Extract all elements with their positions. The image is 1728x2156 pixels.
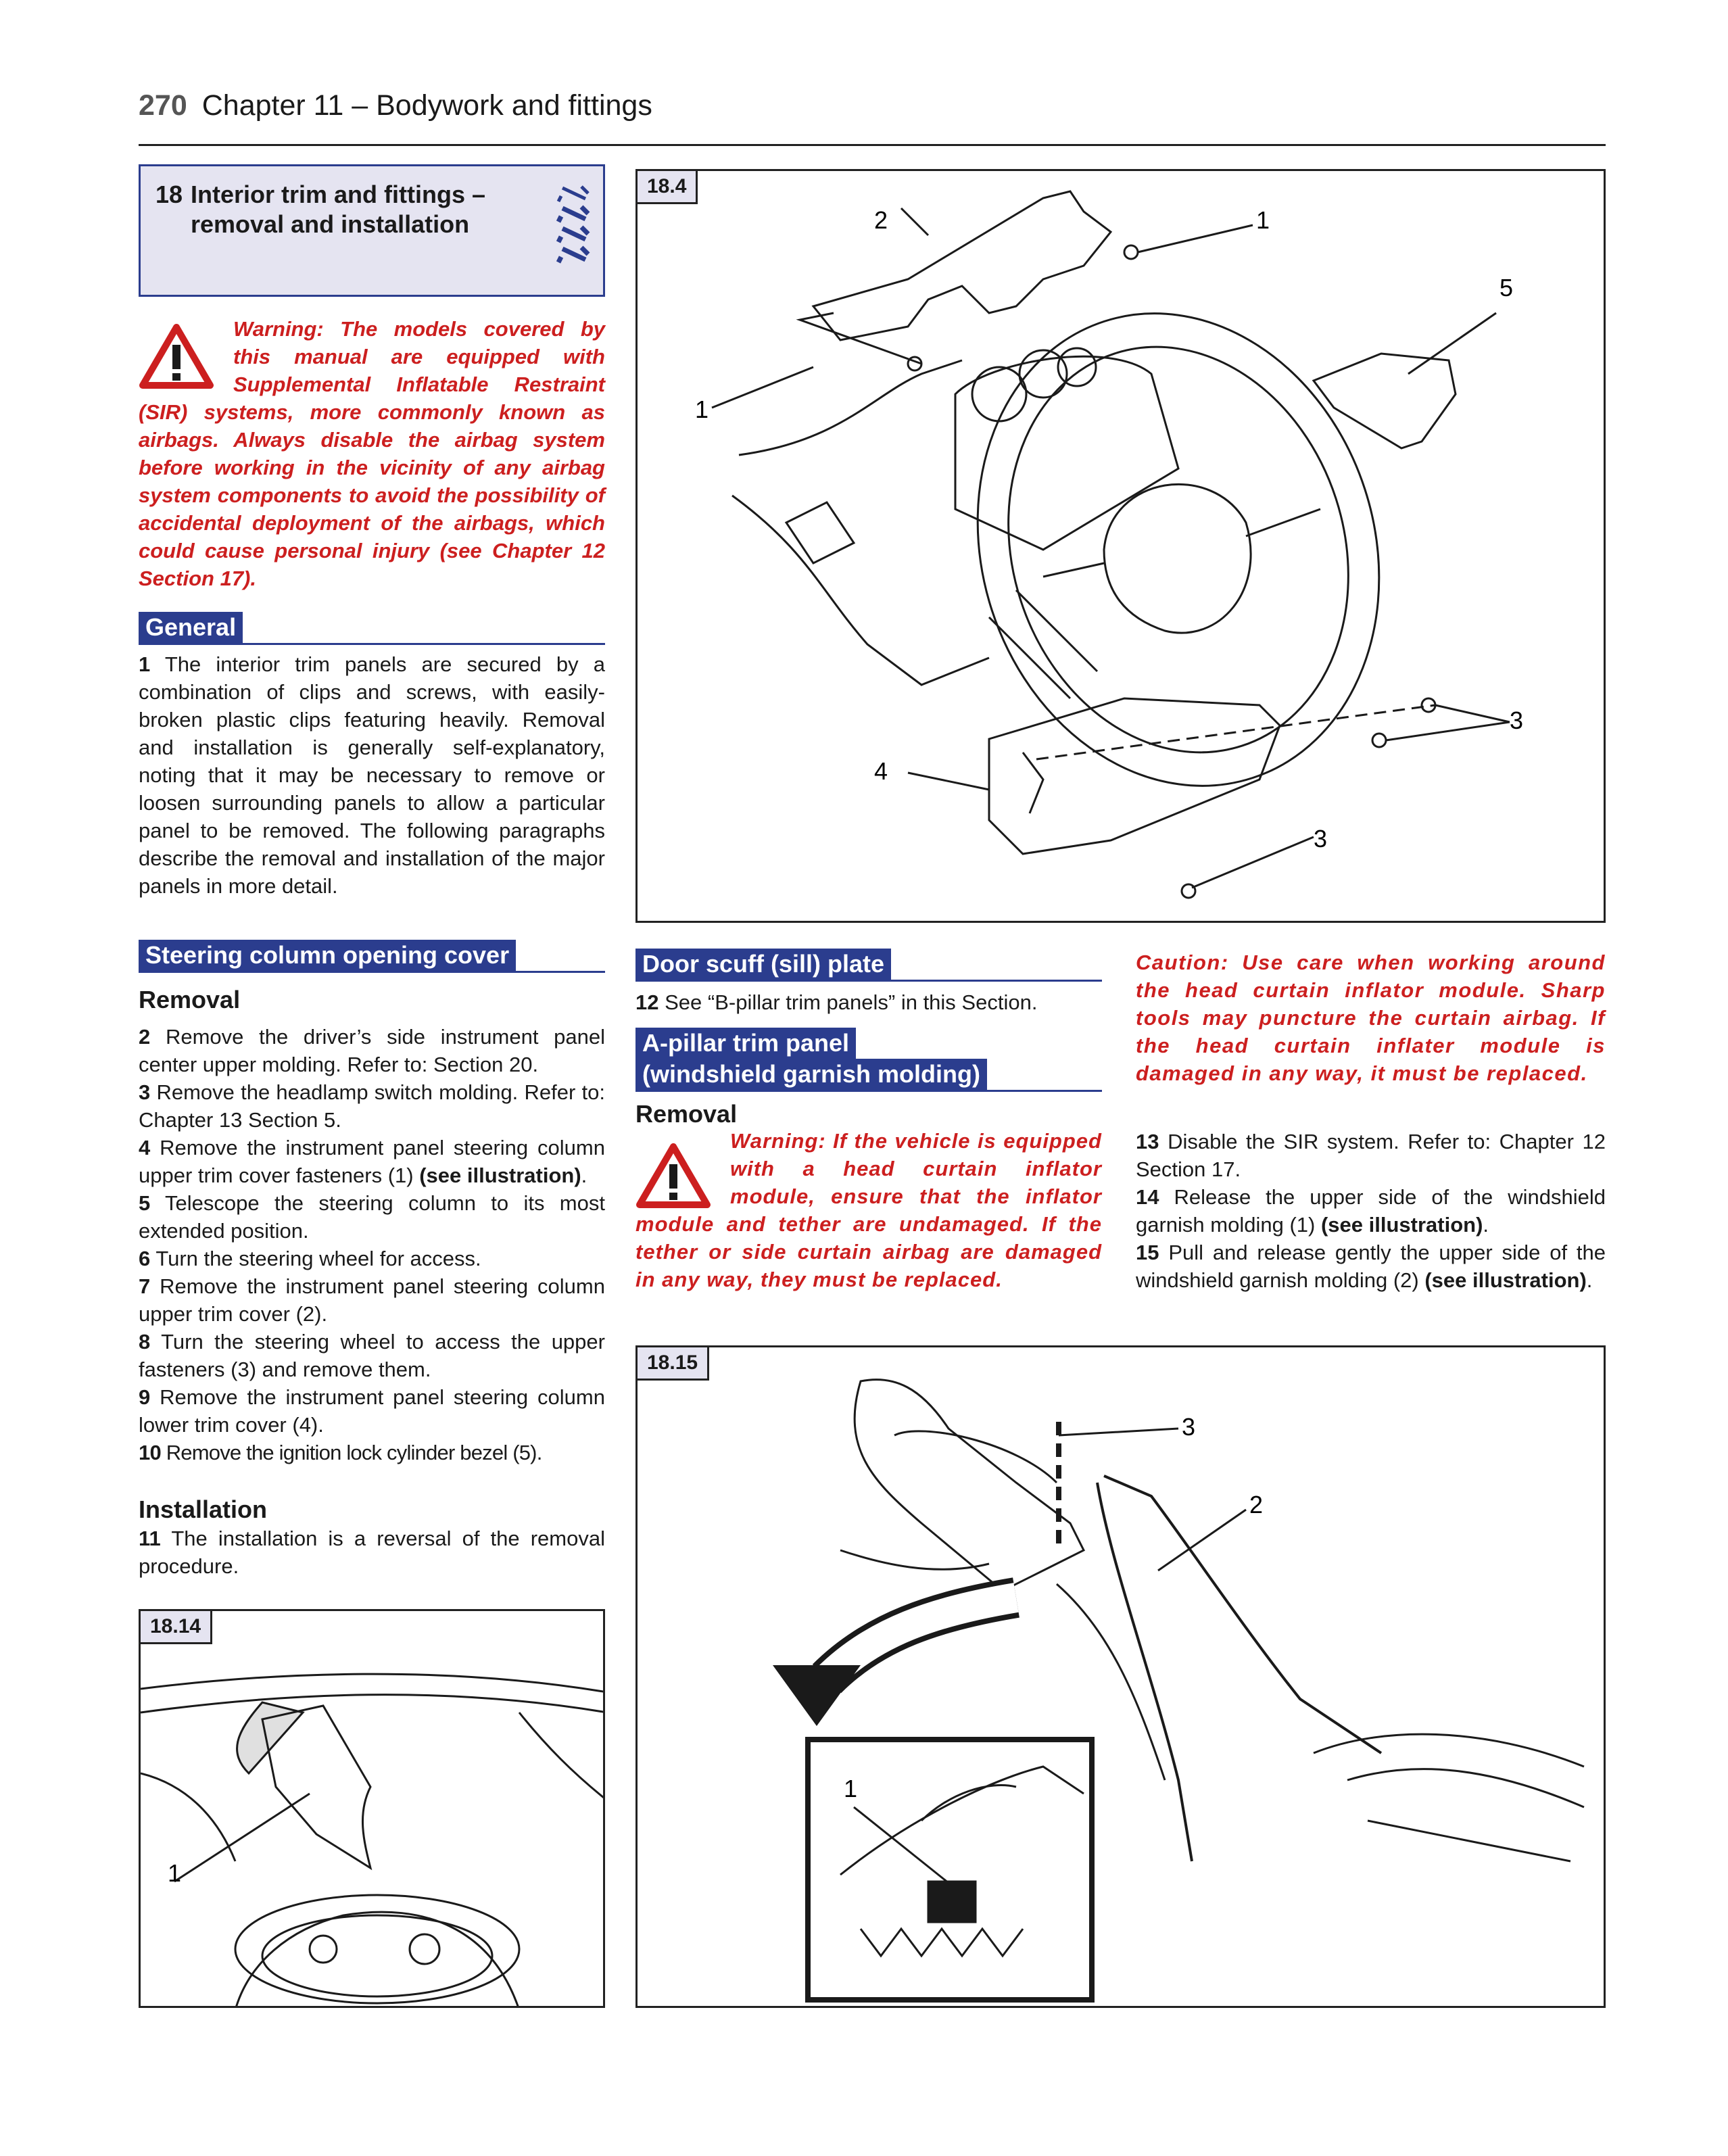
a-pillar-heading-line2: (windshield garnish molding) xyxy=(635,1059,987,1090)
a-pillar-heading-rule xyxy=(635,1090,1102,1092)
section-number: 18 xyxy=(155,181,183,208)
step-12: 12 See “B-pillar trim panels” in this Section. xyxy=(635,990,1038,1014)
a-pillar-removal-subhead: Removal xyxy=(635,1100,738,1128)
step: 6 Turn the steering wheel for access. xyxy=(139,1247,481,1270)
step: 2 Remove the driver’s side instrument panel center upper molding. Refer to: Section 20. xyxy=(139,1025,605,1076)
figure-18-14 xyxy=(139,1609,605,2008)
a-pillar-heading-line1: A-pillar trim panel xyxy=(635,1028,856,1059)
figure-label: 18.15 xyxy=(638,1347,709,1381)
figure-callout-number: 3 xyxy=(1314,825,1328,853)
header-rule xyxy=(139,144,1606,146)
figure-callout-number: 1 xyxy=(844,1775,858,1802)
figure-callout-number: 4 xyxy=(874,757,888,785)
steering-removal-subhead: Removal xyxy=(139,986,241,1013)
general-paragraph xyxy=(139,650,605,900)
figure-18-4-drawing xyxy=(638,171,1606,923)
figure-18-14-callout: 1 xyxy=(168,1859,182,1887)
step: 8 Turn the steering wheel to access the upper fasteners (3) and remove them. xyxy=(139,1330,605,1381)
figure-callout-number: 5 xyxy=(1499,274,1514,302)
section-title-line1: Interior trim and fittings – xyxy=(191,181,486,208)
page-number: 270 xyxy=(139,89,187,122)
step: 3 Remove the headlamp switch molding. Refer to: Chapter 13 Section 5. xyxy=(139,1080,605,1132)
para-text: The interior trim panels are secured by a combination of clips and screws, with easily-broken plastic clips featuring heavily. Removal and installation is generally self-explanatory, noting that it may be necessary to remove or loosen surrounding panels to allow a particular panel to be removed. The following paragraphs describe the removal and installation of the major panels in more detail. xyxy=(139,652,605,898)
step: 15 Pull and release gently the upper side of the windshield garnish molding (2) (see illustration). xyxy=(1136,1241,1606,1292)
figure-18-15 xyxy=(635,1345,1606,2008)
general-heading-rule xyxy=(139,643,605,645)
step: 9 Remove the instrument panel steering column lower trim cover (4). xyxy=(139,1385,605,1437)
page-header xyxy=(139,89,1606,130)
step: 4 Remove the instrument panel steering column upper trim cover fasteners (1) (see illustration). xyxy=(139,1136,605,1187)
a-pillar-heading-bar xyxy=(635,1028,1102,1092)
steering-installation-subhead: Installation xyxy=(139,1495,268,1523)
step: 5 Telescope the steering column to its most extended position. xyxy=(139,1191,605,1243)
steering-heading: Steering column opening cover xyxy=(139,940,516,971)
step: 14 Release the upper side of the windshield garnish molding (1) (see illustration). xyxy=(1136,1185,1606,1237)
general-heading-bar xyxy=(139,612,605,645)
step: 10 Remove the ignition lock cylinder bezel (5). xyxy=(139,1441,542,1464)
steering-steps xyxy=(139,1023,605,1466)
figure-label: 18.14 xyxy=(141,1611,212,1644)
figure-callout-number: 3 xyxy=(1182,1413,1196,1441)
figure-18-14-drawing xyxy=(141,1611,605,2008)
wrench-difficulty-icon xyxy=(554,181,595,283)
figure-18-15-drawing xyxy=(638,1347,1606,2008)
figure-callout-number: 1 xyxy=(695,396,709,423)
steering-heading-rule xyxy=(139,971,605,973)
figure-18-4 xyxy=(635,169,1606,923)
figure-label: 18.4 xyxy=(638,171,698,204)
figure-callout-number: 2 xyxy=(874,206,888,234)
figure-callout-number: 1 xyxy=(1256,206,1270,234)
chapter-title: Chapter 11 – Bodywork and fittings xyxy=(201,89,652,122)
warning-airbag xyxy=(139,315,605,592)
para-number: 1 xyxy=(139,652,151,676)
step: 13 Disable the SIR system. Refer to: Chapter 12 Section 17. xyxy=(1136,1130,1606,1181)
figure-callout-number: 2 xyxy=(1249,1491,1264,1518)
section-title xyxy=(155,180,534,239)
step-11: 11 The installation is a reversal of the removal procedure. xyxy=(139,1527,605,1578)
section-title-line2: removal and installation xyxy=(191,210,470,238)
door-scuff-heading: Door scuff (sill) plate xyxy=(635,949,891,980)
warning-inflator-text: Warning: If the vehicle is equipped with a head curtain inflator module, ensure that the inflator module and tether are undamaged. If the tether or side curtain airbag are damaged in any way, they must be replaced. xyxy=(635,1129,1102,1291)
figure-callout-number: 3 xyxy=(1510,706,1524,734)
warning-airbag-text: Warning: The models covered by this manual are equipped with Supplemental Inflatable Restraint (SIR) systems, more commonly known as airbags. Always disable the airbag system before working in the vicinity of any airbag system components to avoid the possibility of accidental deployment of the airbags, which could cause personal injury (see Chapter 12 Section 17). xyxy=(139,317,605,590)
right-steps xyxy=(1136,1128,1606,1294)
warning-inflator xyxy=(635,1127,1102,1293)
door-scuff-heading-bar xyxy=(635,949,1102,982)
door-scuff-heading-rule xyxy=(635,980,1102,982)
steering-heading-bar xyxy=(139,940,605,973)
step: 7 Remove the instrument panel steering column upper trim cover (2). xyxy=(139,1274,605,1326)
section-title-box xyxy=(139,164,605,297)
caution-curtain-airbag: Caution: Use care when working around the head curtain inflator module. Sharp tools may puncture the curtain airbag. If the head curtain inflater module is damaged in any way, it must be replaced. xyxy=(1136,951,1606,1085)
general-heading: General xyxy=(139,612,243,643)
